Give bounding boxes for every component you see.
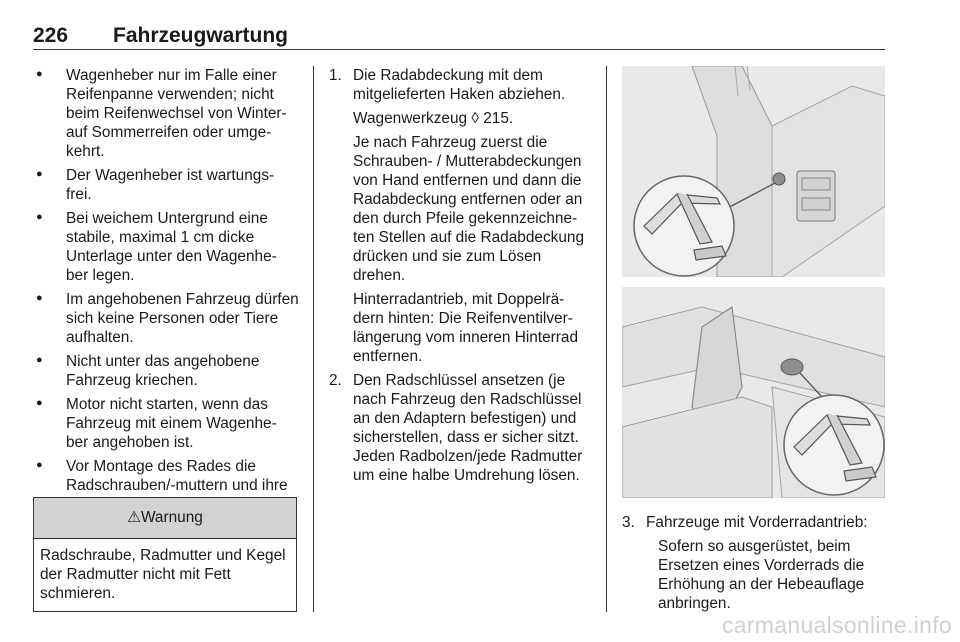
step-2 — [329, 371, 597, 485]
vehicle-underbody-jack-drawing — [622, 66, 885, 277]
step-paragraph: Sofern so ausgerüstet, beim Ersetzen eines Vorderrads die Erhöhung an der Hebeauflage anbringen. — [658, 538, 865, 612]
column-divider-2 — [606, 66, 607, 612]
vehicle-frame-jack-drawing — [622, 287, 885, 498]
watermark: carmanualsonline.info — [721, 612, 952, 638]
bullet-item: ● Im angehobenen Fahrzeug dürfen sich keine Personen oder Tiere aufhalten. — [33, 290, 303, 347]
bullet-item: ● Vor Montage des Rades die Radschrauben/-muttern und ihre — [33, 457, 303, 514]
column-divider-1 — [313, 66, 314, 612]
page-header — [33, 22, 885, 50]
step-paragraph: Je nach Fahrzeug zuerst die Schrauben- / Mutterabdeckungen von Hand entfernen und dann die Radabdeckung entfernen oder an den durch Pfeile gekennzeichne- ten Stellen auf die Radabdeckung drücken und sie zum Lösen drehen. — [353, 134, 585, 284]
right-column — [622, 513, 892, 618]
chapter-title: Fahrzeugwartung — [113, 24, 289, 47]
step-1 — [329, 66, 597, 366]
jack-position-illustration-bottom — [622, 287, 885, 498]
page-number: 226 — [33, 24, 69, 47]
step-text: Die Radabdeckung mit dem mitgelieferten Haken abziehen. — [353, 67, 566, 103]
bullet-item: ● Wagenheber nur im Falle einer Reifenpanne verwenden; nicht beim Reifenwechsel von Winter- auf Sommerreifen oder umge- kehrt. — [33, 66, 303, 161]
step-paragraph: Hinterradantrieb, mit Doppelrä- dern hinten: Die Reifenventilver- längerung vom inneren Hinterrad entfernen. — [353, 291, 579, 365]
warning-text: Radschraube, Radmutter und Kegel der Radmutter nicht mit Fett schmieren. — [40, 547, 286, 602]
left-column — [33, 66, 303, 519]
step-number: 3. — [622, 514, 635, 531]
step-text: Den Radschlüssel ansetzen (je nach Fahrzeug den Radschlüssel an den Adaptern befestigen) und sicherstellen, dass er sicher sitzt. Jeden Radbolzen/jede Radmutter um eine halbe Umdrehung lösen. — [353, 372, 583, 484]
warning-header — [34, 498, 296, 539]
bullet-item: ● Motor nicht starten, wenn das Fahrzeug mit einem Wagenhe- ber angehoben ist. — [33, 395, 303, 452]
jack-position-illustration-top — [622, 66, 885, 277]
warning-triangle-icon: ⚠ — [127, 509, 141, 526]
warning-box — [33, 497, 297, 612]
bullet-item: ● Der Wagenheber ist wartungs- frei. — [33, 166, 303, 204]
warning-title: Warnung — [140, 509, 203, 526]
bullet-item: ● Bei weichem Untergrund eine stabile, maximal 1 cm dicke Unterlage unter den Wagenhe- ber legen. — [33, 209, 303, 285]
bullet-item: ● Nicht unter das angehobene Fahrzeug kriechen. — [33, 352, 303, 390]
step-number: 1. — [329, 67, 342, 84]
step-text: Fahrzeuge mit Vorderradantrieb: — [646, 514, 868, 531]
step-3 — [622, 513, 892, 613]
middle-column — [329, 66, 597, 490]
cross-reference: Wagenwerkzeug ◊ 215. — [353, 110, 514, 127]
step-number: 2. — [329, 372, 342, 389]
